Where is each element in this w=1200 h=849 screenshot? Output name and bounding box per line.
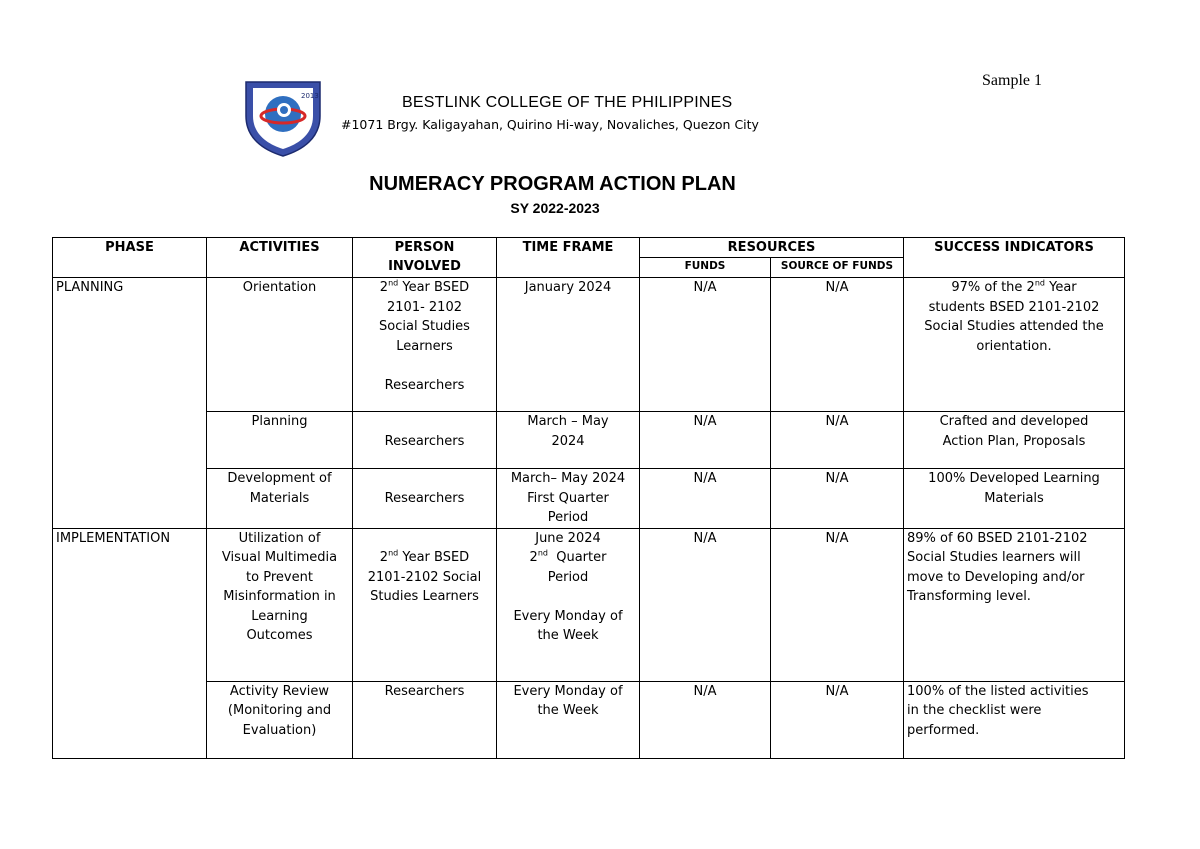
source-of-funds-cell: N/A — [771, 412, 904, 469]
header-success-indicators: SUCCESS INDICATORS — [904, 238, 1125, 278]
person-cell: 2nd Year BSED 2101-2102 Social Studies Learners — [353, 528, 497, 681]
table-row — [53, 528, 1125, 681]
time-frame-cell: June 2024 2nd Quarter Period Every Monday of the Week — [497, 528, 640, 681]
source-of-funds-cell: N/A — [771, 681, 904, 758]
logo-year: 2013 — [301, 92, 319, 100]
header-source-of-funds: SOURCE OF FUNDS — [771, 258, 904, 278]
time-frame-cell: March– May 2024 First Quarter Period — [497, 469, 640, 529]
source-of-funds-cell: N/A — [771, 528, 904, 681]
table-row — [53, 278, 1125, 412]
header-resources: RESOURCES — [640, 238, 904, 258]
table-row — [53, 681, 1125, 758]
funds-cell: N/A — [640, 681, 771, 758]
activity-cell: Planning — [207, 412, 353, 469]
time-frame-cell: Every Monday of the Week — [497, 681, 640, 758]
institution-name: BESTLINK COLLEGE OF THE PHILIPPINES — [402, 94, 733, 111]
person-cell: Researchers — [353, 681, 497, 758]
success-indicator-cell: Crafted and developed Action Plan, Proposals — [904, 412, 1125, 469]
document-title: NUMERACY PROGRAM ACTION PLAN — [369, 173, 736, 195]
activity-cell: Utilization of Visual Multimedia to Prevent Misinformation in Learning Outcomes — [207, 528, 353, 681]
table-row — [53, 469, 1125, 529]
table-row — [53, 412, 1125, 469]
success-indicator-cell: 89% of 60 BSED 2101-2102 Social Studies learners will move to Developing and/or Transforming level. — [904, 528, 1125, 681]
success-indicator-cell: 100% Developed Learning Materials — [904, 469, 1125, 529]
header-time-frame: TIME FRAME — [497, 238, 640, 278]
time-frame-cell: March – May 2024 — [497, 412, 640, 469]
funds-cell: N/A — [640, 278, 771, 412]
header-person-involved: PERSON INVOLVED — [353, 238, 497, 278]
header-funds: FUNDS — [640, 258, 771, 278]
source-of-funds-cell: N/A — [771, 278, 904, 412]
person-cell: Researchers — [353, 412, 497, 469]
header-activities: ACTIVITIES — [207, 238, 353, 278]
activity-cell: Orientation — [207, 278, 353, 412]
phase-planning: PLANNING — [53, 278, 207, 529]
action-plan-table — [52, 237, 1125, 759]
success-indicator-cell: 97% of the 2nd Year students BSED 2101-2102 Social Studies attended the orientation. — [904, 278, 1125, 412]
activity-cell: Development of Materials — [207, 469, 353, 529]
phase-implementation: IMPLEMENTATION — [53, 528, 207, 758]
college-logo — [243, 80, 323, 158]
activity-cell: Activity Review (Monitoring and Evaluation) — [207, 681, 353, 758]
funds-cell: N/A — [640, 412, 771, 469]
time-frame-cell: January 2024 — [497, 278, 640, 412]
funds-cell: N/A — [640, 528, 771, 681]
school-year: SY 2022-2023 — [510, 200, 600, 216]
funds-cell: N/A — [640, 469, 771, 529]
sample-label: Sample 1 — [982, 72, 1042, 89]
institution-address: #1071 Brgy. Kaligayahan, Quirino Hi-way, Novaliches, Quezon City — [341, 117, 759, 132]
source-of-funds-cell: N/A — [771, 469, 904, 529]
person-cell: Researchers — [353, 469, 497, 529]
person-cell: 2nd Year BSED 2101- 2102 Social Studies Learners Researchers — [353, 278, 497, 412]
header-phase: PHASE — [53, 238, 207, 278]
success-indicator-cell: 100% of the listed activities in the checklist were performed. — [904, 681, 1125, 758]
